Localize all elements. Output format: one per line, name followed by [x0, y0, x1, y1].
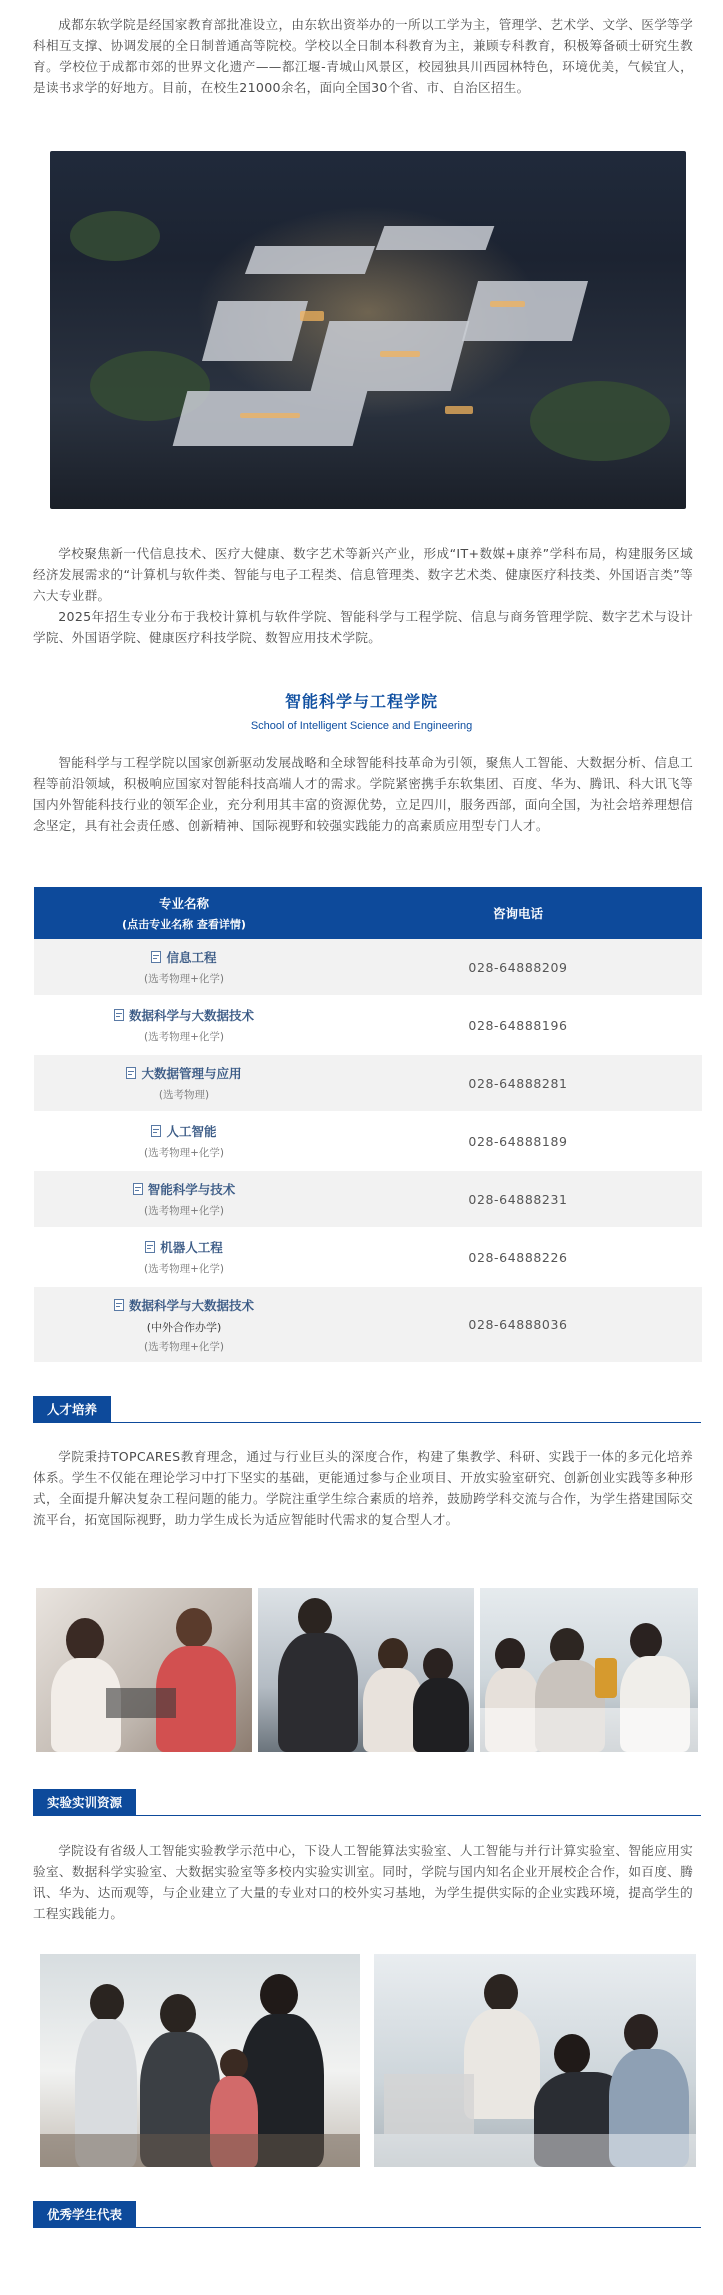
major-link[interactable] [126, 1064, 241, 1082]
talent-photo-3 [480, 1588, 698, 1752]
talent-photo-2 [258, 1588, 474, 1752]
intro-paragraph-3: 2025年招生专业分布于我校计算机与软件学院、智能科学与工程学院、信息与商务管理学院、数字艺术与设计学院、外国语学院、健康医疗科技学院、数智应用技术学院。 [33, 609, 693, 645]
school-title-cn: 智能科学与工程学院 [284, 692, 438, 711]
major-link[interactable] [114, 1006, 254, 1024]
document-icon [114, 1009, 124, 1021]
major-requirement: (选考物理+化学) [144, 1340, 224, 1353]
phone-cell: 028-64888036 [334, 1287, 702, 1364]
lab-section-tag: 实验实训资源 [33, 1789, 136, 1816]
talent-section-tag: 人才培养 [33, 1396, 111, 1423]
major-link[interactable] [133, 1180, 236, 1198]
major-name: 数据科学与大数据技术 [128, 1008, 254, 1023]
intro-paragraph-1: 成都东软学院是经国家教育部批准设立，由东软出资举办的一所以工学为主，管理学、艺术学、文学、医学等学科相互支撑、协调发展的全日制普通高等院校。学校以全日制本科教育为主，兼顾专科教育，积极筹备硕士研究生教育。学校位于成都市郊的世界文化遗产——都江堰-青城山风景区，校园独具川西园林特色，环境优美，气候宜人，是读书求学的好地方。目前，在校生21000余名，面向全国30个省、市、自治区招生。 [33, 17, 693, 95]
major-requirement: (选考物理+化学) [144, 973, 224, 985]
major-link[interactable] [151, 948, 216, 966]
header-phone: 咨询电话 [334, 887, 702, 939]
major-requirement: (选考物理+化学) [144, 1031, 224, 1043]
phone-cell: 028-64888226 [334, 1229, 702, 1287]
major-cell [34, 1287, 334, 1364]
phone-cell: 028-64888231 [334, 1171, 702, 1229]
major-requirement: (选考物理) [158, 1089, 210, 1101]
divider [33, 2227, 701, 2228]
phone-cell: 028-64888196 [334, 997, 702, 1055]
header-major-label: 专业名称 [158, 896, 209, 911]
students-section-tag: 优秀学生代表 [33, 2201, 136, 2228]
major-cell [34, 1171, 334, 1229]
document-icon [151, 951, 161, 963]
major-cell [34, 939, 334, 997]
school-title-en: School of Intelligent Science and Engineering [250, 720, 473, 732]
table-row [34, 1113, 702, 1171]
major-cell [34, 997, 334, 1055]
major-name: 人工智能 [166, 1124, 217, 1139]
major-name: 信息工程 [166, 950, 217, 965]
divider [33, 1422, 701, 1423]
major-note: (中外合作办学) [146, 1320, 222, 1334]
major-cell [34, 1229, 334, 1287]
major-link[interactable] [145, 1238, 223, 1256]
document-icon [126, 1067, 136, 1079]
lab-photo-1 [40, 1954, 360, 2167]
major-name: 数据科学与大数据技术 [128, 1297, 254, 1313]
major-name: 机器人工程 [160, 1240, 223, 1255]
divider [33, 1815, 701, 1816]
talent-paragraph: 学院秉持TOPCARES教育理念，通过与行业巨头的深度合作，构建了集教学、科研、实践于一体的多元化培养体系。学生不仅能在理论学习中打下坚实的基础，更能通过参与企业项目、开放实验室研究、创新创业实践等多种形式，全面提升解决复杂工程问题的能力。学院注重学生综合素质的培养，鼓励跨学科交流与合作，为学生搭建国际交流平台，拓宽国际视野，助力学生成长为适应智能时代需求的复合型人才。 [33, 1449, 693, 1527]
lab-paragraph: 学院设有省级人工智能实验教学示范中心，下设人工智能算法实验室、人工智能与并行计算实验室、智能应用实验室、数据科学实验室、大数据实验室等多校内实验实训室。同时，学院与国内知名企业开展校企合作，如百度、腾讯、华为、达而观等，与企业建立了大量的专业对口的校外实习基地，为学生提供实际的企业实践环境，提高学生的工程实践能力。 [33, 1843, 693, 1921]
school-title [0, 689, 723, 732]
table-row [34, 1229, 702, 1287]
campus-aerial-photo [50, 151, 686, 509]
major-link[interactable] [151, 1122, 216, 1140]
phone-cell: 028-64888189 [334, 1113, 702, 1171]
table-header-row [34, 887, 702, 939]
table-row [34, 939, 702, 997]
document-icon [114, 1299, 124, 1311]
major-cell [34, 1055, 334, 1113]
major-cell [34, 1113, 334, 1171]
major-requirement: (选考物理+化学) [144, 1263, 224, 1275]
table-row [34, 1171, 702, 1229]
lab-photo-2 [374, 1954, 696, 2167]
major-name: 大数据管理与应用 [141, 1066, 242, 1081]
table-row [34, 997, 702, 1055]
phone-cell: 028-64888209 [334, 939, 702, 997]
major-link[interactable] [114, 1296, 254, 1314]
document-icon [151, 1125, 161, 1137]
table-row [34, 1055, 702, 1113]
document-icon [133, 1183, 143, 1195]
table-row [34, 1287, 702, 1364]
majors-table [34, 887, 702, 1364]
talent-photo-1 [36, 1588, 252, 1752]
major-name: 智能科学与技术 [147, 1182, 236, 1197]
school-description: 智能科学与工程学院以国家创新驱动发展战略和全球智能科技革命为引领，聚焦人工智能、大数据分析、信息工程等前沿领域，积极响应国家对智能科技高端人才的需求。学院紧密携手东软集团、百度、华为、腾讯、科大讯飞等国内外智能科技行业的领军企业，充分利用其丰富的资源优势，立足四川，服务西部，面向全国，为社会培养理想信念坚定，具有社会责任感、创新精神、国际视野和较强实践能力的高素质应用型专门人才。 [33, 755, 693, 833]
major-requirement: (选考物理+化学) [144, 1147, 224, 1159]
intro-paragraph-2: 学校聚焦新一代信息技术、医疗大健康、数字艺术等新兴产业，形成“IT+数媒+康养”学科布局，构建服务区域经济发展需求的“计算机与软件类、智能与电子工程类、信息管理类、数字艺术类、健康医疗科技类、外国语言类”等六大专业群。 [33, 546, 693, 603]
header-major [34, 887, 334, 939]
header-major-hint: (点击专业名称 查看详情) [122, 918, 246, 931]
document-icon [145, 1241, 155, 1253]
major-requirement: (选考物理+化学) [144, 1205, 224, 1217]
phone-cell: 028-64888281 [334, 1055, 702, 1113]
